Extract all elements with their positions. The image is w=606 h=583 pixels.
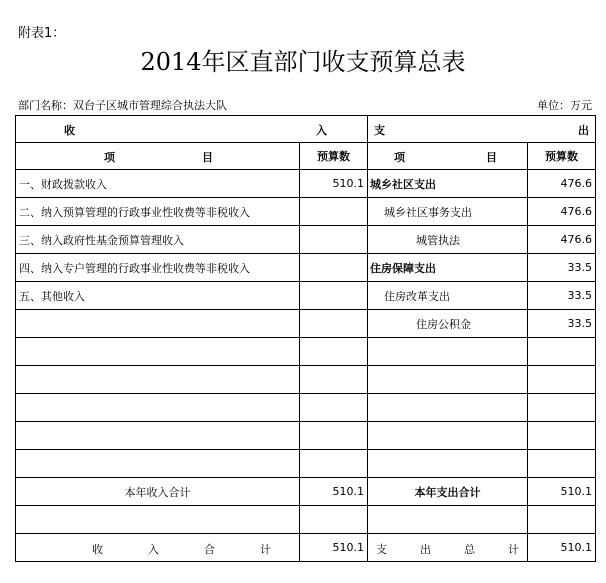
- income-amount-cell: [300, 422, 368, 450]
- expense-amount-cell: 33.5: [528, 282, 596, 310]
- grand-expense-char: 出: [420, 543, 431, 556]
- expense-amount-cell: 33.5: [528, 254, 596, 282]
- page-title: 2014年区直部门收支预算总表: [140, 48, 466, 76]
- expense-item-cell: 城乡社区事务支出: [368, 198, 528, 226]
- income-item-cell: [16, 394, 300, 422]
- year-expense-total-label: 本年支出合计: [368, 478, 528, 506]
- expense-item-cell: [368, 450, 528, 478]
- income-item-cell: [16, 366, 300, 394]
- income-budget-header: 预算数: [300, 143, 368, 170]
- income-amount-cell: 510.1: [300, 170, 368, 198]
- table-row: [16, 450, 596, 478]
- expense-item-cell: 城管执法: [368, 226, 528, 254]
- income-amount-cell: [300, 254, 368, 282]
- expense-item-right: 目: [486, 151, 497, 164]
- expense-amount-cell: 476.6: [528, 198, 596, 226]
- expense-item-cell: [368, 338, 528, 366]
- grand-expense-total-label: [368, 534, 528, 562]
- year-expense-total-amount: 510.1: [528, 478, 596, 506]
- income-amount-cell: [300, 450, 368, 478]
- expense-item-cell: 住房保障支出: [368, 254, 528, 282]
- income-amount-cell: [300, 226, 368, 254]
- income-item-right: 目: [202, 151, 213, 164]
- expense-amount-cell: 476.6: [528, 226, 596, 254]
- expense-item-cell: [368, 366, 528, 394]
- expense-item-cell: 住房公积金: [368, 310, 528, 338]
- grand-income-total-label: [16, 534, 300, 562]
- grand-expense-total-amount: 510.1: [528, 534, 596, 562]
- expense-amount-cell: [528, 394, 596, 422]
- income-amount-cell: [300, 310, 368, 338]
- table-row: [16, 226, 596, 254]
- income-item-header: [16, 143, 300, 170]
- table-row: [16, 394, 596, 422]
- expense-item-header: [368, 143, 528, 170]
- table-row: [16, 366, 596, 394]
- empty-cell: [528, 506, 596, 534]
- grand-income-char: 计: [260, 543, 271, 556]
- expense-amount-cell: [528, 366, 596, 394]
- empty-row: [16, 506, 596, 534]
- empty-cell: [16, 506, 300, 534]
- table-row: [16, 254, 596, 282]
- table-row: [16, 338, 596, 366]
- department-name: 部门名称：双台子区城市管理综合执法大队: [18, 99, 227, 112]
- expense-item-left: 项: [394, 151, 405, 164]
- grand-expense-char: 计: [508, 543, 519, 556]
- expense-header-left: 支: [374, 124, 385, 137]
- expense-header-right: 出: [578, 124, 589, 137]
- income-amount-cell: [300, 198, 368, 226]
- income-amount-cell: [300, 338, 368, 366]
- grand-income-char: 收: [92, 543, 103, 556]
- expense-amount-cell: [528, 422, 596, 450]
- budget-table: [15, 115, 596, 562]
- year-income-total-label: 本年收入合计: [16, 478, 300, 506]
- expense-item-cell: 城乡社区支出: [368, 170, 528, 198]
- income-amount-cell: [300, 282, 368, 310]
- year-income-total-amount: 510.1: [300, 478, 368, 506]
- empty-cell: [300, 506, 368, 534]
- grand-income-char: 合: [204, 543, 215, 556]
- income-item-cell: 二、纳入预算管理的行政事业性收费等非税收入: [16, 198, 300, 226]
- grand-total-row: [16, 534, 596, 562]
- grand-income-char: 入: [148, 543, 159, 556]
- income-header-left: 收: [64, 124, 75, 137]
- expense-amount-cell: 33.5: [528, 310, 596, 338]
- table-row: [16, 282, 596, 310]
- expense-amount-cell: 476.6: [528, 170, 596, 198]
- column-header-row: [16, 143, 596, 170]
- empty-cell: [368, 506, 528, 534]
- expense-budget-header: 预算数: [528, 143, 596, 170]
- expense-item-cell: 住房改革支出: [368, 282, 528, 310]
- expense-item-cell: [368, 422, 528, 450]
- expense-amount-cell: [528, 338, 596, 366]
- income-amount-cell: [300, 394, 368, 422]
- income-item-cell: 三、纳入政府性基金预算管理收入: [16, 226, 300, 254]
- grand-expense-char: 总: [464, 543, 475, 556]
- annex-label: 附表1：: [18, 26, 66, 41]
- income-section-header: [16, 116, 368, 143]
- table-row: [16, 198, 596, 226]
- income-item-cell: 四、纳入专户管理的行政事业性收费等非税收入: [16, 254, 300, 282]
- grand-income-total-amount: 510.1: [300, 534, 368, 562]
- income-amount-cell: [300, 366, 368, 394]
- section-header-row: [16, 116, 596, 143]
- year-total-row: [16, 478, 596, 506]
- income-item-cell: [16, 422, 300, 450]
- table-row: [16, 422, 596, 450]
- income-item-left: 项: [104, 151, 115, 164]
- expense-section-header: [368, 116, 596, 143]
- table-row: [16, 170, 596, 198]
- income-item-cell: 一、财政拨款收入: [16, 170, 300, 198]
- income-item-cell: [16, 310, 300, 338]
- income-item-cell: 五、其他收入: [16, 282, 300, 310]
- income-item-cell: [16, 450, 300, 478]
- income-item-cell: [16, 338, 300, 366]
- expense-amount-cell: [528, 450, 596, 478]
- unit-label: 单位：万元: [537, 99, 592, 112]
- table-row: [16, 310, 596, 338]
- income-header-right: 入: [316, 124, 327, 137]
- grand-expense-char: 支: [376, 543, 387, 556]
- expense-item-cell: [368, 394, 528, 422]
